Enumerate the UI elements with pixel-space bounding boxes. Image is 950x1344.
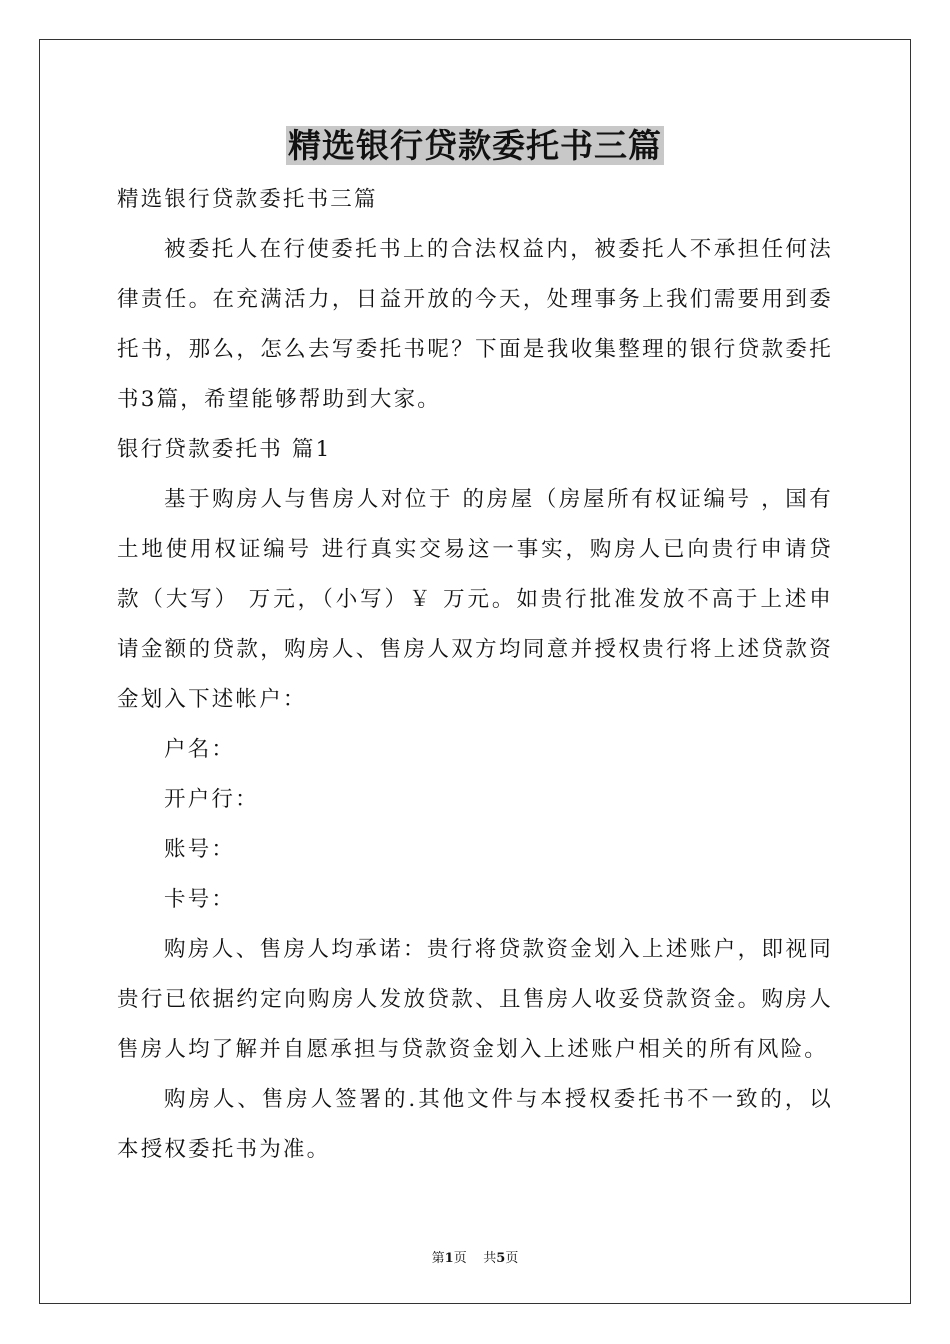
intro-line-4: 书3篇，希望能够帮助到大家。 [117, 387, 441, 412]
final-line-1: 购房人、售房人签署的.其他文件与本授权委托书不一致的，以 [164, 1087, 833, 1112]
account-bank-field: 开户行： [164, 787, 259, 812]
footer-page-prefix: 第 [431, 1251, 445, 1266]
intro-line-3: 托书，那么，怎么去写委托书呢？下面是我收集整理的银行贷款委托 [117, 337, 833, 362]
body-line-2: 土地使用权证编号 进行真实交易这一事实，购房人已向贵行申请贷 [117, 537, 833, 562]
promise-line-2: 贵行已依据约定向购房人发放贷款、且售房人收妥贷款资金。购房人 [117, 987, 833, 1012]
account-number-field: 账号： [164, 837, 236, 862]
section-heading: 银行贷款委托书 篇1 [117, 437, 332, 462]
body-line-4: 请金额的贷款，购房人、售房人双方均同意并授权贵行将上述贷款资 [117, 637, 833, 662]
footer-total-prefix: 共 [483, 1251, 497, 1266]
page-footer [0, 1247, 950, 1266]
footer-total-num: 5 [496, 1251, 506, 1266]
intro-line-1: 被委托人在行使委托书上的合法权益内，被委托人不承担任何法 [164, 237, 833, 262]
body-line-3: 款（大写） 万元，（小写）￥ 万元。如贵行批准发放不高于上述申 [117, 587, 833, 612]
document-title: 精选银行贷款委托书三篇 [288, 126, 662, 165]
card-number-field: 卡号： [164, 887, 236, 912]
promise-line-1: 购房人、售房人均承诺：贵行将贷款资金划入上述账户，即视同 [164, 937, 833, 962]
body-line-1: 基于购房人与售房人对位于 的房屋（房屋所有权证编号 ，国有 [164, 487, 833, 512]
footer-page-suffix: 页 [453, 1251, 467, 1266]
body-line-5: 金划入下述帐户： [117, 687, 307, 712]
subtitle: 精选银行贷款委托书三篇 [117, 187, 378, 212]
footer-total-suffix: 页 [505, 1251, 519, 1266]
promise-line-3: 售房人均了解并自愿承担与贷款资金划入上述账户相关的所有风险。 [117, 1037, 829, 1062]
intro-line-2: 律责任。在充满活力，日益开放的今天，处理事务上我们需要用到委 [117, 287, 833, 312]
footer-page-num: 1 [444, 1251, 454, 1266]
final-line-2: 本授权委托书为准。 [117, 1137, 331, 1162]
account-name-field: 户名： [164, 737, 236, 762]
